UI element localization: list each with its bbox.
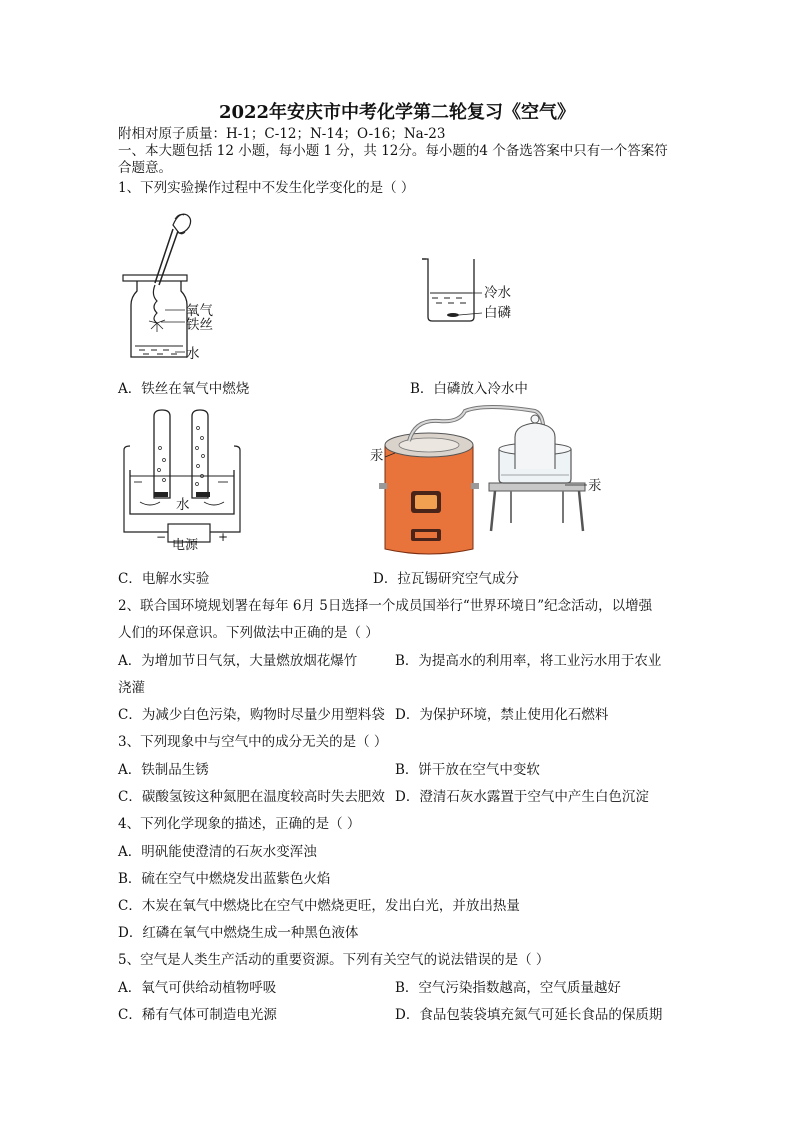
q4-stem: 4、下列化学现象的描述，正确的是（ ） — [118, 816, 361, 832]
q2-stem-line1: 2、联合国环境规划署在每年 6月 5日选择一个成员国举行“世界环境日”纪念活动，以增强 — [118, 598, 653, 614]
label-iron-wire: 铁丝 — [186, 317, 213, 333]
figure-iron-wire-in-oxygen — [115, 203, 225, 368]
q5-stem: 5、空气是人类生产活动的重要资源。下列有关空气的说法错误的是（ ） — [118, 952, 550, 968]
q3-option-b: B．饼干放在空气中变软 — [395, 762, 540, 778]
q5-option-d: D．食品包装袋填充氮气可延长食品的保质期 — [395, 1007, 663, 1023]
q2-option-a: A．为增加节日气氛，大量燃放烟花爆竹 — [118, 653, 358, 669]
q2-option-b: B．为提高水的利用率，将工业污水用于农业 — [395, 653, 662, 669]
q3-option-c: C．碳酸氢铵这种氮肥在温度较高时失去肥效 — [118, 789, 385, 805]
label-power-supply: 电源 — [172, 538, 199, 553]
label-negative-terminal: − — [156, 530, 167, 544]
q2-option-b-continued: 浇灌 — [118, 680, 145, 696]
q2-option-c: C．为减少白色污染，购物时尽量少用塑料袋 — [118, 707, 385, 723]
q1-option-c: C．电解水实验 — [118, 571, 210, 587]
page-title: 2022年安庆市中考化学第二轮复习《空气》 — [218, 102, 576, 123]
label-electrolysis-water: 水 — [176, 497, 190, 513]
q5-option-b: B．空气污染指数越高，空气质量越好 — [395, 980, 621, 996]
q5-option-a: A．氧气可供给动植物呼吸 — [118, 980, 277, 996]
label-mercury-right: 汞 — [588, 478, 602, 494]
q1-option-d: D．拉瓦锡研究空气成分 — [373, 571, 519, 587]
q2-option-d: D．为保护环境，禁止使用化石燃料 — [395, 707, 609, 723]
figure-lavoisier-apparatus — [365, 405, 610, 560]
q1-option-a: A．铁丝在氧气中燃烧 — [118, 381, 250, 397]
label-cold-water: 冷水 — [484, 285, 511, 301]
q4-option-d: D．红磷在氧气中燃烧生成一种黑色液体 — [118, 925, 359, 941]
q5-option-c: C．稀有气体可制造电光源 — [118, 1007, 277, 1023]
section-instruction-line1: 一、本大题包括 12 小题，每小题 1 分，共 12分。每小题的4 个备选答案中只有一个答案符 — [118, 143, 668, 159]
label-water: 水 — [186, 346, 200, 362]
label-positive-terminal: + — [218, 530, 229, 544]
q4-option-a: A．明矾能使澄清的石灰水变浑浊 — [118, 844, 317, 860]
section-instruction-line2: 合题意。 — [118, 160, 172, 176]
q3-option-d: D．澄清石灰水露置于空气中产生白色沉淀 — [395, 789, 649, 805]
q2-stem-line2: 人们的环保意识。下列做法中正确的是（ ） — [118, 625, 379, 641]
q1-option-b: B．白磷放入冷水中 — [410, 381, 528, 397]
q4-option-c: C．木炭在氧气中燃烧比在空气中燃烧更旺，发出白光，并放出热量 — [118, 898, 520, 914]
q4-option-b: B．硫在空气中燃烧发出蓝紫色火焰 — [118, 871, 331, 887]
label-white-phosphorus: 白磷 — [484, 305, 511, 321]
label-oxygen: 氧气 — [186, 303, 213, 319]
label-mercury-left: 汞 — [370, 448, 384, 464]
figure-white-phosphorus-beaker — [418, 255, 488, 325]
q1-stem: 1、下列实验操作过程中不发生化学变化的是（ ） — [118, 180, 415, 196]
q3-option-a: A．铁制品生锈 — [118, 762, 209, 778]
atomic-mass-note: 附相对原子质量：H-1；C-12；N-14；O-16；Na-23 — [118, 126, 446, 142]
q3-stem: 3、下列现象中与空气中的成分无关的是（ ） — [118, 734, 388, 750]
